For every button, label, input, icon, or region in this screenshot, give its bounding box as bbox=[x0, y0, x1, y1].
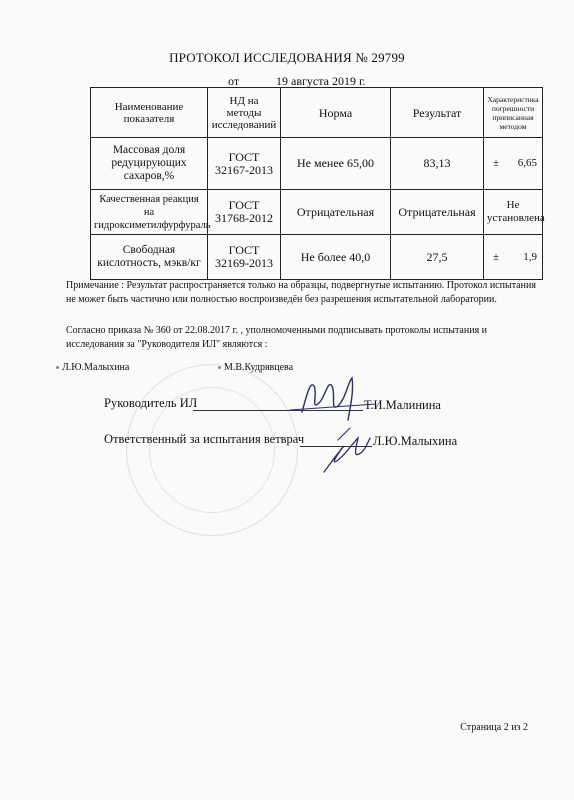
row-result: Отрицательная bbox=[391, 190, 484, 235]
bullet-icon bbox=[218, 366, 221, 369]
signer-name: М.В.Кудрявцева bbox=[224, 362, 294, 373]
signer-name: Л.Ю.Малыхина bbox=[62, 362, 130, 373]
row-result: 83,13 bbox=[391, 138, 484, 190]
signature-name: Л.Ю.Малыхина bbox=[373, 434, 458, 448]
signature-role: Ответственный за испытания ветврач bbox=[104, 432, 305, 446]
table-row bbox=[91, 190, 543, 235]
plus-minus-sign: ± bbox=[493, 250, 500, 263]
row-parameter: Свободная кислотность, мэкв/кг bbox=[91, 235, 208, 280]
row-result: 27,5 bbox=[391, 235, 484, 280]
table-row bbox=[91, 138, 543, 190]
signature-name: Т.И.Малинина bbox=[364, 398, 441, 412]
header-result: Результат bbox=[391, 88, 484, 138]
row-norm: Не менее 65,00 bbox=[281, 138, 391, 190]
results-table bbox=[90, 87, 543, 280]
plus-minus-sign: ± bbox=[493, 157, 500, 169]
header-uncertainty: Характеристика погрешности приписанная методом bbox=[484, 88, 543, 138]
row-uncertainty bbox=[484, 235, 543, 280]
document-title: ПРОТОКОЛ ИССЛЕДОВАНИЯ № 29799 bbox=[169, 50, 405, 65]
header-parameter: Наименование показателя bbox=[91, 88, 208, 138]
authorized-signer bbox=[56, 362, 129, 373]
row-method: ГОСТ 32167-2013 bbox=[208, 138, 281, 190]
table-row bbox=[91, 235, 543, 280]
row-parameter: Массовая доля редуцирующих сахаров,% bbox=[91, 138, 208, 190]
row-uncertainty bbox=[484, 138, 543, 190]
date-prefix: от bbox=[228, 74, 240, 88]
header-norm: Норма bbox=[281, 88, 391, 138]
row-method: ГОСТ 32169-2013 bbox=[208, 235, 281, 280]
page-number: Страница 2 из 2 bbox=[460, 722, 528, 733]
stamp-seal bbox=[126, 364, 298, 536]
note-text: Примечание : Результат распространяется только на образцы, подвергнутые испытанию. Протокол испытания не может быть частично или полностью воспроизведён без разрешения испытательной лаборатории. bbox=[66, 280, 536, 305]
bullet-icon bbox=[56, 366, 59, 369]
protocol-date: 19 августа 2019 г. bbox=[276, 74, 366, 88]
signature-role: Руководитель ИЛ bbox=[104, 396, 198, 410]
authorization-text: Согласно приказа № 360 от 22.08.2017 г. , уполномоченными подписывать протоколы испытания и исследования за "Руководителя ИЛ" являются : bbox=[66, 325, 488, 350]
uncertainty-value: 6,65 bbox=[517, 157, 537, 169]
row-norm: Отрицательная bbox=[281, 190, 391, 235]
handwritten-signature bbox=[280, 368, 400, 478]
row-uncertainty: Не установлена bbox=[484, 190, 543, 235]
header-method: НД на методы исследований bbox=[208, 88, 281, 138]
row-method: ГОСТ 31768-2012 bbox=[208, 190, 281, 235]
row-parameter: Качественная реакция на гидроксиметилфурфураль bbox=[91, 190, 208, 235]
uncertainty-value: 1,9 bbox=[523, 250, 537, 263]
table-header-row bbox=[91, 88, 543, 138]
row-norm: Не более 40,0 bbox=[281, 235, 391, 280]
